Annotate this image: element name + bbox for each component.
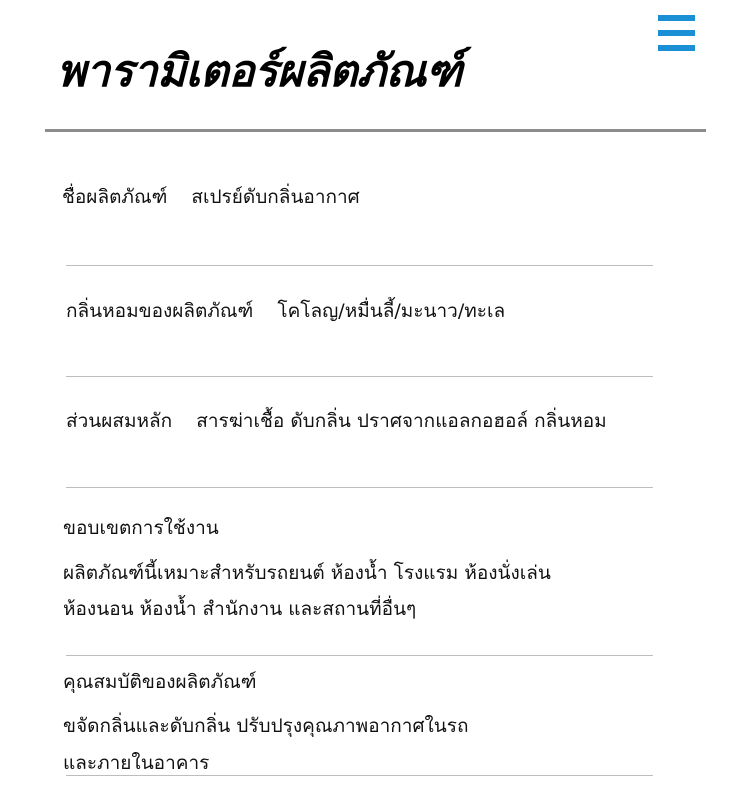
row-divider — [66, 775, 653, 776]
spec-row-ingredients — [66, 406, 607, 436]
spec-label: ชื่อผลิตภัณฑ์ — [62, 186, 168, 208]
title-divider — [45, 129, 706, 132]
properties-line: ขจัดกลิ่นและดับกลิ่น ปรับปรุงคุณภาพอากาศในรถ — [63, 715, 469, 737]
spec-row-scent — [66, 296, 505, 326]
menu-bar — [658, 15, 695, 21]
spec-value: โคโลญ/หมื่นลี้/มะนาว/ทะเล — [277, 300, 506, 322]
menu-bar — [658, 30, 695, 36]
spec-row-name — [62, 182, 360, 212]
usage-line: ห้องนอน ห้องน้ำ สำนักงาน และสถานที่อื่นๆ — [63, 598, 417, 620]
page-title: พารามิเตอร์ผลิตภัณฑ์ — [57, 46, 462, 97]
row-divider — [66, 655, 653, 656]
row-divider — [66, 487, 653, 488]
spec-value: สเปรย์ดับกลิ่นอากาศ — [191, 186, 360, 208]
menu-bar — [658, 45, 695, 51]
spec-value: สารฆ่าเชื้อ ดับกลิ่น ปราศจากแอลกอฮอล์ กลิ่นหอม — [196, 410, 607, 432]
usage-line: ผลิตภัณฑ์นี้เหมาะสำหรับรถยนต์ ห้องน้ำ โรงแรม ห้องนั่งเล่น — [63, 562, 551, 584]
hamburger-menu-icon[interactable] — [658, 15, 695, 51]
spec-label: กลิ่นหอมของผลิตภัณฑ์ — [66, 300, 254, 322]
row-divider — [66, 265, 653, 266]
properties-line: และภายในอาคาร — [63, 752, 210, 774]
usage-heading: ขอบเขตการใช้งาน — [63, 517, 219, 539]
properties-heading: คุณสมบัติของผลิตภัณฑ์ — [63, 671, 257, 693]
row-divider — [66, 376, 653, 377]
spec-label: ส่วนผสมหลัก — [66, 410, 173, 432]
